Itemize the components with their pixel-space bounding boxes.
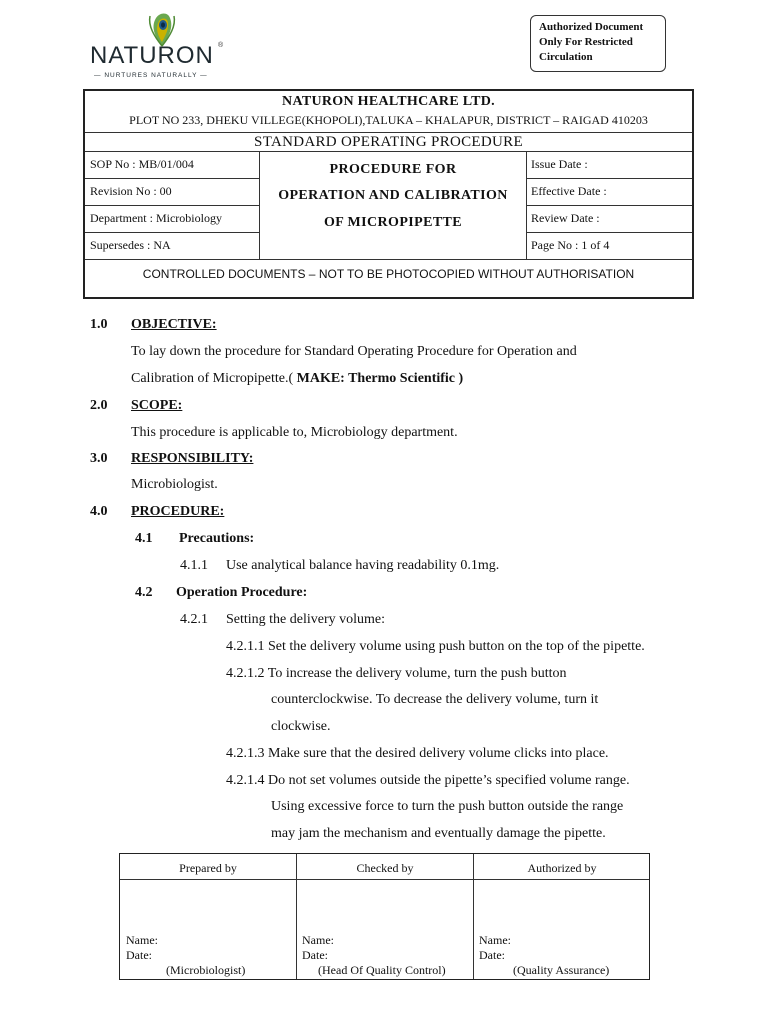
authorized-role: (Quality Assurance) bbox=[513, 963, 610, 977]
checked-date-label: Date: bbox=[302, 948, 328, 962]
prepared-role: (Microbiologist) bbox=[166, 963, 246, 977]
step-4-2-1-1: 4.2.1.1 Set the delivery volume using push button on the top of the pipette. bbox=[226, 639, 645, 654]
divider bbox=[85, 232, 259, 233]
subsection-heading-operation: Operation Procedure: bbox=[176, 585, 308, 600]
auth-line-2: Only For Restricted bbox=[539, 36, 633, 48]
sop-header-table bbox=[83, 89, 694, 299]
objective-text-line-2: Calibration of Micropipette.( MAKE: Thermo Scientific ) bbox=[131, 371, 464, 386]
divider bbox=[85, 178, 259, 179]
checked-role: (Head Of Quality Control) bbox=[318, 963, 446, 977]
auth-line-1: Authorized Document bbox=[539, 21, 644, 33]
logo-tagline: — NURTURES NATURALLY — bbox=[94, 72, 208, 79]
divider bbox=[526, 178, 692, 179]
effective-date: Effective Date : bbox=[531, 184, 607, 198]
step-4-2-1-4-line-3: may jam the mechanism and eventually damage the pipette. bbox=[271, 826, 606, 841]
revision-number: Revision No : 00 bbox=[90, 184, 172, 198]
divider bbox=[85, 132, 692, 133]
logo-wordmark: NATURON bbox=[90, 42, 214, 69]
sop-title: STANDARD OPERATING PROCEDURE bbox=[254, 134, 523, 150]
divider bbox=[85, 205, 259, 206]
divider bbox=[85, 151, 692, 152]
step-4-2-1-2-line-3: clockwise. bbox=[271, 719, 331, 734]
company-name: NATURON HEALTHCARE LTD. bbox=[282, 94, 495, 109]
prepared-name-label: Name: bbox=[126, 933, 158, 947]
divider bbox=[526, 232, 692, 233]
checked-name-label: Name: bbox=[302, 933, 334, 947]
authorized-date-label: Date: bbox=[479, 948, 505, 962]
step-4-2-1-4-line-2: Using excessive force to turn the push button outside the range bbox=[271, 799, 624, 814]
divider bbox=[120, 879, 649, 880]
company-address: PLOT NO 233, DHEKU VILLEGE(KHOPOLI),TALUKA – KHALAPUR, DISTRICT – RAIGAD 410203 bbox=[129, 113, 648, 127]
section-heading-responsibility: RESPONSIBILITY: bbox=[131, 451, 254, 466]
prepared-by-header: Prepared by bbox=[179, 861, 237, 875]
authorized-by-header: Authorized by bbox=[527, 861, 597, 875]
review-date: Review Date : bbox=[531, 211, 600, 225]
supersedes: Supersedes : NA bbox=[90, 238, 171, 252]
precaution-text: Use analytical balance having readability 0.1mg. bbox=[226, 558, 500, 573]
step-4-2-1-2-line-2: counterclockwise. To decrease the delivery volume, turn it bbox=[271, 692, 599, 707]
section-number: 4.0 bbox=[90, 504, 108, 519]
subsection-number: 4.2 bbox=[135, 585, 153, 600]
objective-text-line-1: To lay down the procedure for Standard Operating Procedure for Operation and bbox=[131, 344, 577, 359]
department: Department : Microbiology bbox=[90, 211, 222, 225]
subsection-number: 4.1 bbox=[135, 531, 153, 546]
section-heading-procedure: PROCEDURE: bbox=[131, 504, 225, 519]
authorized-name-label: Name: bbox=[479, 933, 511, 947]
signature-table bbox=[119, 853, 650, 980]
item-number: 4.2.1 bbox=[180, 612, 208, 627]
registered-mark: ® bbox=[218, 42, 224, 49]
section-number: 1.0 bbox=[90, 317, 108, 332]
responsibility-text: Microbiologist. bbox=[131, 477, 218, 492]
section-heading-objective: OBJECTIVE: bbox=[131, 317, 217, 332]
step-4-2-1-2-line-1: 4.2.1.2 To increase the delivery volume, turn the push button bbox=[226, 666, 567, 681]
section-number: 2.0 bbox=[90, 398, 108, 413]
authorized-document-note bbox=[530, 15, 666, 72]
procedure-title-line-2: OPERATION AND CALIBRATION bbox=[278, 188, 508, 203]
item-number: 4.1.1 bbox=[180, 558, 208, 573]
scope-text: This procedure is applicable to, Microbiology department. bbox=[131, 425, 458, 440]
divider bbox=[526, 205, 692, 206]
company-logo bbox=[90, 8, 230, 78]
checked-by-header: Checked by bbox=[356, 861, 414, 875]
sop-number: SOP No : MB/01/004 bbox=[90, 157, 194, 171]
section-heading-scope: SCOPE: bbox=[131, 398, 183, 413]
section-number: 3.0 bbox=[90, 451, 108, 466]
step-4-2-1-4-line-1: 4.2.1.4 Do not set volumes outside the pipette’s specified volume range. bbox=[226, 773, 630, 788]
procedure-title-line-3: OF MICROPIPETTE bbox=[323, 215, 463, 230]
divider bbox=[85, 259, 692, 260]
setting-volume-text: Setting the delivery volume: bbox=[226, 612, 386, 627]
step-4-2-1-3: 4.2.1.3 Make sure that the desired delivery volume clicks into place. bbox=[226, 746, 609, 761]
controlled-document-notice: CONTROLLED DOCUMENTS – NOT TO BE PHOTOCOPIED WITHOUT AUTHORISATION bbox=[142, 267, 635, 281]
auth-line-3: Circulation bbox=[539, 51, 593, 63]
prepared-date-label: Date: bbox=[126, 948, 152, 962]
subsection-heading-precautions: Precautions: bbox=[179, 531, 255, 546]
issue-date: Issue Date : bbox=[531, 157, 588, 171]
procedure-title-line-1: PROCEDURE FOR bbox=[329, 162, 457, 177]
page-number: Page No : 1 of 4 bbox=[531, 238, 610, 252]
